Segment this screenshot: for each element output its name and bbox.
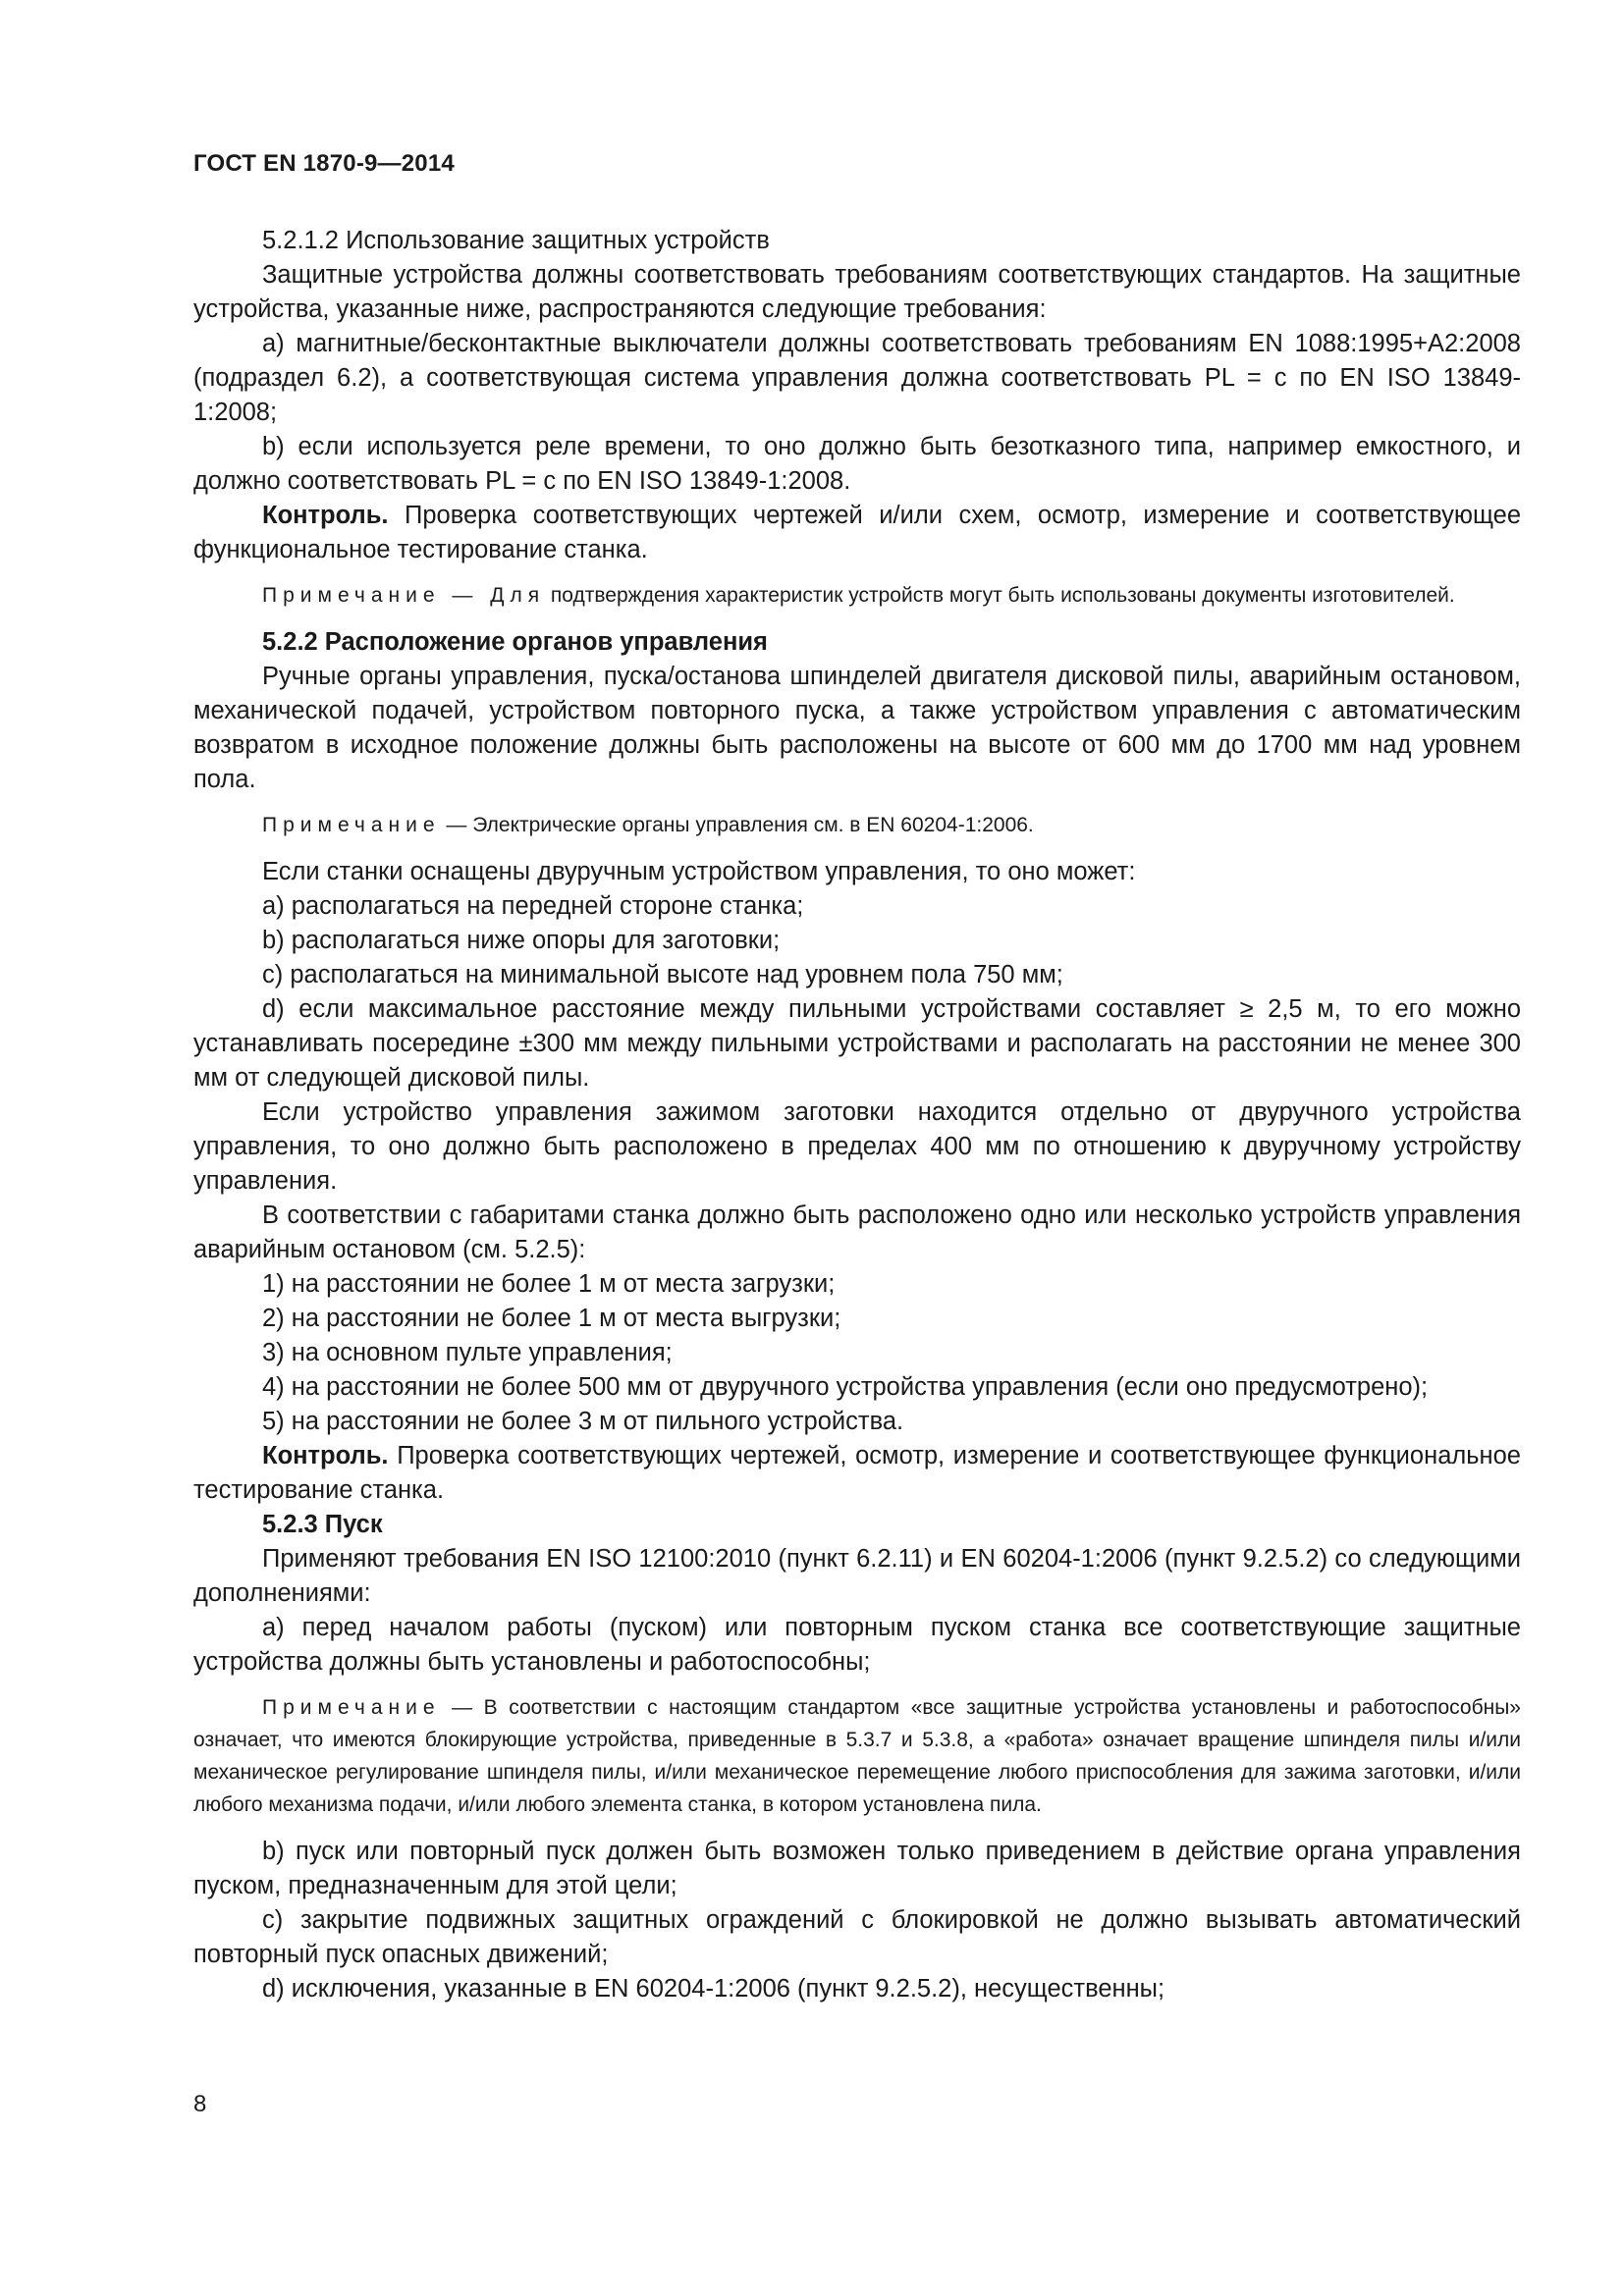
note-text: — Электрические органы управления см. в EN 60204-1:2006. [446, 814, 1034, 836]
section-5-2-1-2-heading: 5.2.1.2 Использование защитных устройств [262, 227, 770, 254]
note-label: Примечание — Для [262, 584, 546, 607]
note-label: Примечание [262, 814, 441, 836]
page-number: 8 [193, 2091, 207, 2117]
note [193, 1691, 1521, 1821]
section-5-2-2-heading: 5.2.2 Расположение органов управления [262, 628, 768, 656]
note [193, 579, 1521, 612]
paragraph: Если станки оснащены двуручным устройством управления, то оно может: [262, 858, 1136, 885]
control-label: Контроль. [262, 1442, 389, 1469]
list-item: 5) на расстоянии не более 3 м от пильного устройства. [262, 1408, 904, 1435]
list-item: b) располагаться ниже опоры для заготовки; [262, 927, 781, 954]
list-item-a: а) магнитные/бесконтактные выключатели должны соответствовать требованиям EN 1088:1995+A2:2008 (подраздел 6.2), а соответствующая система управления должна соответствовать PL = c по EN ISO 13849-1:2008; [193, 330, 1521, 426]
paragraph: Если устройство управления зажимом заготовки находится отдельно от двуручного устройства управления, то оно должно быть расположено в пределах 400 мм по отношению к двуручному устройству управления. [193, 1098, 1521, 1195]
note-text: подтверждения характеристик устройств могут быть использованы документы изготовителей. [550, 584, 1455, 607]
list-item-d: d) исключения, указанные в EN 60204-1:2006 (пункт 9.2.5.2), несущественны; [262, 1975, 1165, 2002]
list-item-b: b) пуск или повторный пуск должен быть возможен только приведением в действие органа управления пуском, предназначенным для этой цели; [193, 1838, 1521, 1899]
note-text: — В соответствии с настоящим стандартом «все защитные устройства установлены и работоспособны» означает, что имеются блокирующие устройства, приведенные в 5.3.7 и 5.3.8, а «работа» означает вращение шпинделя пилы и/или механическое регулирование шпинделя пилы, и/или механическое перемещение любого приспособления для зажима заготовки, и/или любого механизма подачи, и/или любого элемента станка, в котором установлена пила. [193, 1696, 1521, 1816]
control-label: Контроль. [262, 502, 389, 529]
list-item: 2) на расстоянии не более 1 м от места выгрузки; [262, 1305, 841, 1332]
paragraph: Применяют требования EN ISO 12100:2010 (пункт 6.2.11) и EN 60204-1:2006 (пункт 9.2.5.2) со следующими дополнениями: [193, 1545, 1521, 1607]
list-item: с) располагаться на минимальной высоте над уровнем пола 750 мм; [262, 961, 1063, 988]
list-item: d) если максимальное расстояние между пильными устройствами составляет ≥ 2,5 м, то его можно устанавливать посередине ±300 мм между пильными устройствами и располагать на расстоянии не менее 300 мм от следующей дисковой пилы. [193, 995, 1521, 1092]
section-5-2-3-heading: 5.2.3 Пуск [262, 1511, 383, 1538]
list-item-b: b) если используется реле времени, то оно должно быть безотказного типа, например емкостного, и должно соответствовать PL = c по EN ISO 13849-1:2008. [193, 433, 1521, 495]
paragraph: Ручные органы управления, пуска/останова шпинделей двигателя дисковой пилы, аварийным остановом, механической подачей, устройством повторного пуска, а также устройством управления с автоматическим возвратом в исходное положение должны быть расположены на высоте от 600 мм до 1700 мм над уровнем пола. [193, 663, 1521, 793]
control-text: Проверка соответствующих чертежей и/или схем, осмотр, измерение и соответствующее функциональное тестирование станка. [193, 502, 1521, 563]
note-label: Примечание [262, 1696, 441, 1719]
control-text: Проверка соответствующих чертежей, осмотр, измерение и соответствующее функциональное тестирование станка. [193, 1442, 1521, 1504]
list-item-a: а) перед началом работы (пуском) или повторным пуском станка все соответствующие защитные устройства должны быть установлены и работоспособны; [193, 1614, 1521, 1676]
paragraph: В соответствии с габаритами станка должно быть расположено одно или несколько устройств управления аварийным остановом (см. 5.2.5): [193, 1201, 1521, 1263]
paragraph: Защитные устройства должны соответствовать требованиям соответствующих стандартов. На защитные устройства, указанные ниже, распространяются следующие требования: [193, 261, 1521, 323]
control-paragraph [193, 499, 1521, 567]
document-header: ГОСТ EN 1870-9—2014 [193, 150, 455, 177]
document-body [193, 224, 1521, 2006]
control-paragraph [193, 1439, 1521, 1508]
list-item: 3) на основном пульте управления; [262, 1339, 673, 1366]
list-item-c: с) закрытие подвижных защитных ограждений с блокировкой не должно вызывать автоматический повторный пуск опасных движений; [193, 1906, 1521, 1968]
list-item: 4) на расстоянии не более 500 мм от двуручного устройства управления (если оно предусмотрено); [262, 1373, 1429, 1401]
list-item: а) располагаться на передней стороне станка; [262, 892, 804, 920]
list-item: 1) на расстоянии не более 1 м от места загрузки; [262, 1270, 836, 1298]
note [193, 809, 1521, 841]
